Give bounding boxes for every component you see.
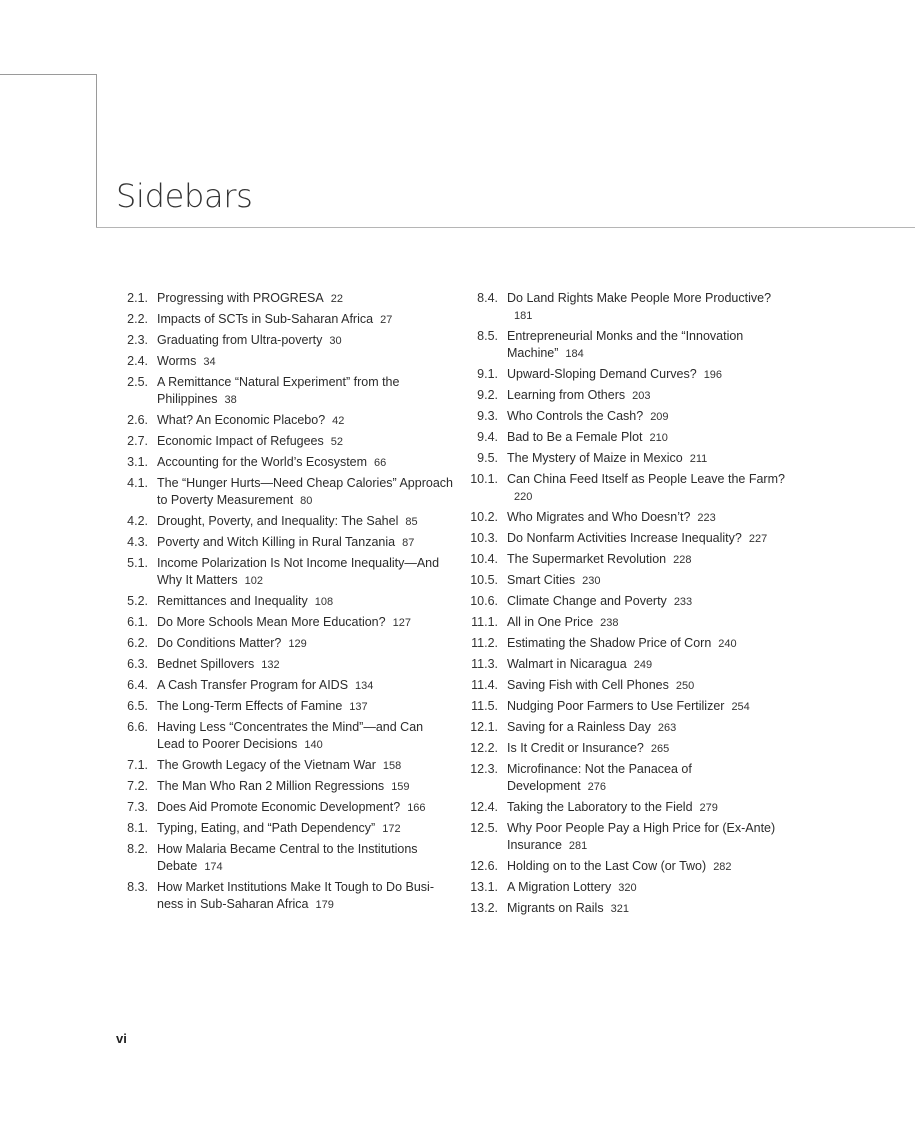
sidebar-entry — [463, 614, 793, 632]
sidebar-page-number: 85 — [405, 516, 418, 528]
title-rule — [96, 227, 915, 228]
sidebar-text — [507, 429, 793, 447]
sidebar-number: 10.4. — [470, 552, 498, 566]
sidebar-title: Microfinance: Not the Panacea of Development — [507, 762, 692, 793]
sidebar-text — [507, 761, 793, 796]
sidebar-entry — [463, 593, 793, 611]
sidebar-number: 10.5. — [470, 573, 498, 587]
sidebar-title: A Remittance “Natural Experiment” from the Philippines — [157, 375, 400, 406]
sidebar-page-number: 38 — [224, 394, 237, 406]
sidebar-page-number: 203 — [632, 390, 651, 402]
sidebar-entry — [463, 820, 793, 855]
sidebar-number: 11.5. — [471, 699, 498, 713]
sidebar-title: What? An Economic Placebo? — [157, 413, 326, 427]
sidebar-text — [507, 858, 793, 876]
sidebar-list-left — [118, 290, 453, 917]
sidebar-number: 6.6. — [127, 720, 148, 734]
sidebar-entry — [463, 858, 793, 876]
sidebar-entry — [118, 534, 453, 552]
sidebar-page-number: 233 — [673, 596, 693, 608]
sidebar-entry — [118, 555, 453, 590]
sidebar-entry — [118, 475, 453, 510]
sidebar-entry — [118, 353, 453, 371]
sidebar-number: 2.5. — [127, 375, 148, 389]
sidebar-entry — [118, 698, 453, 716]
sidebar-page-number: 34 — [203, 356, 216, 368]
sidebar-title: Bad to Be a Female Plot — [507, 430, 643, 444]
sidebar-entry — [463, 551, 793, 569]
sidebar-number: 13.2. — [470, 901, 498, 915]
sidebar-page-number: 276 — [587, 781, 607, 793]
sidebar-number: 7.3. — [127, 800, 148, 814]
sidebar-page-number: 27 — [380, 314, 393, 326]
sidebar-entry — [118, 778, 453, 796]
sidebar-number: 2.6. — [127, 413, 148, 427]
sidebar-number: 12.5. — [470, 821, 498, 835]
sidebar-number: 5.1. — [127, 556, 148, 570]
sidebar-entry — [118, 614, 453, 632]
sidebar-title: Do Land Rights Make People More Productive? — [507, 291, 772, 305]
sidebar-text — [507, 450, 793, 468]
sidebar-entry — [463, 387, 793, 405]
sidebar-number: 11.4. — [471, 678, 498, 692]
sidebar-page-number: 179 — [315, 899, 334, 911]
sidebar-entry — [118, 820, 453, 838]
sidebar-entry — [463, 677, 793, 695]
sidebar-page-number: 134 — [355, 680, 374, 692]
sidebar-entry — [118, 593, 453, 611]
sidebar-entry — [118, 454, 453, 472]
sidebar-page-number: 102 — [244, 575, 263, 587]
sidebar-number: 9.1. — [477, 367, 498, 381]
sidebar-page-number: 42 — [332, 415, 345, 427]
sidebar-entry — [463, 761, 793, 796]
sidebar-page-number: 66 — [374, 457, 387, 469]
sidebar-entry — [463, 799, 793, 817]
sidebar-title: The Long-Term Effects of Famine — [157, 699, 343, 713]
sidebar-number: 9.5. — [477, 451, 498, 465]
sidebar-entry — [118, 757, 453, 775]
sidebar-entry — [463, 408, 793, 426]
sidebar-title: Economic Impact of Refugees — [157, 434, 324, 448]
sidebar-number: 9.3. — [477, 409, 498, 423]
sidebar-page-number: 228 — [673, 554, 692, 566]
sidebar-number: 2.3. — [127, 333, 148, 347]
sidebar-page-number: 158 — [382, 760, 402, 772]
sidebar-list-right — [463, 290, 793, 921]
sidebar-number: 6.2. — [127, 636, 148, 650]
sidebar-text — [157, 879, 453, 914]
sidebar-text — [507, 719, 793, 737]
sidebar-title: Remittances and Inequality — [157, 594, 308, 608]
frame-rule-top — [0, 74, 97, 75]
sidebar-number: 6.5. — [127, 699, 148, 713]
sidebar-text — [157, 841, 453, 876]
sidebar-title: A Migration Lottery — [507, 880, 612, 894]
sidebar-number: 13.1. — [470, 880, 498, 894]
sidebar-title: Bednet Spillovers — [157, 657, 255, 671]
sidebar-number: 8.1. — [127, 821, 148, 835]
sidebar-entry — [118, 635, 453, 653]
sidebar-number: 12.3. — [470, 762, 498, 776]
sidebar-entry — [463, 879, 793, 897]
sidebar-page-number: 127 — [392, 617, 411, 629]
sidebar-number: 11.1. — [471, 615, 498, 629]
sidebar-entry — [463, 698, 793, 716]
sidebar-page-number: 166 — [407, 802, 426, 814]
sidebar-page-number: 230 — [582, 575, 601, 587]
sidebar-entry — [463, 656, 793, 674]
sidebar-entry — [463, 719, 793, 737]
sidebar-page-number: 279 — [699, 802, 718, 814]
sidebar-text — [507, 387, 793, 405]
sidebar-entry — [118, 412, 453, 430]
sidebar-title: All in One Price — [507, 615, 594, 629]
sidebar-number: 9.4. — [477, 430, 498, 444]
sidebar-text — [157, 820, 453, 838]
sidebar-page-number: 281 — [568, 840, 588, 852]
sidebar-text — [507, 677, 793, 695]
sidebar-title: The “Hunger Hurts—Need Cheap Calories” Approach to Poverty Measurement — [157, 476, 453, 507]
sidebar-entry — [463, 572, 793, 590]
sidebar-number: 4.3. — [127, 535, 148, 549]
sidebar-title: Saving Fish with Cell Phones — [507, 678, 669, 692]
sidebar-text — [507, 614, 793, 632]
sidebar-text — [507, 572, 793, 590]
sidebar-text — [157, 698, 453, 716]
sidebar-text — [157, 534, 453, 552]
sidebar-entry — [463, 635, 793, 653]
sidebar-entry — [463, 740, 793, 758]
sidebar-text — [157, 412, 453, 430]
sidebar-text — [157, 433, 453, 451]
sidebar-number: 10.6. — [470, 594, 498, 608]
sidebar-page-number: 227 — [748, 533, 768, 545]
sidebar-page-number: 159 — [391, 781, 410, 793]
sidebar-number: 7.2. — [127, 779, 148, 793]
sidebar-text — [157, 555, 453, 590]
sidebar-page-number: 265 — [650, 743, 670, 755]
sidebar-number: 11.3. — [471, 657, 498, 671]
sidebar-text — [157, 475, 453, 510]
sidebar-title: Smart Cities — [507, 573, 576, 587]
sidebar-page-number: 196 — [703, 369, 723, 381]
sidebar-title: Climate Change and Poverty — [507, 594, 667, 608]
sidebar-text — [507, 879, 793, 897]
sidebar-page-number: 52 — [330, 436, 343, 448]
sidebar-page-number: 220 — [514, 491, 533, 503]
sidebar-entry — [118, 879, 453, 914]
sidebar-text — [507, 820, 793, 855]
sidebar-entry — [118, 290, 453, 308]
sidebar-number: 2.7. — [127, 434, 148, 448]
sidebar-entry — [118, 433, 453, 451]
sidebar-title: Progressing with PROGRESA — [157, 291, 324, 305]
sidebar-page-number: 211 — [689, 453, 708, 465]
sidebar-page-number: 321 — [610, 903, 629, 915]
page-title: Sidebars — [116, 177, 253, 215]
sidebar-entry — [463, 900, 793, 918]
sidebar-number: 11.2. — [471, 636, 498, 650]
sidebar-page-number: 181 — [514, 310, 533, 322]
sidebar-number: 12.4. — [470, 800, 498, 814]
sidebar-text — [507, 471, 793, 506]
sidebar-text — [157, 635, 453, 653]
sidebar-title: Impacts of SCTs in Sub-Saharan Africa — [157, 312, 374, 326]
sidebar-page-number: 22 — [330, 293, 343, 305]
sidebar-page-number: 223 — [697, 512, 716, 524]
sidebar-title: Do Conditions Matter? — [157, 636, 282, 650]
sidebar-page-number: 80 — [300, 495, 313, 507]
sidebar-entry — [118, 374, 453, 409]
sidebar-entry — [463, 530, 793, 548]
sidebar-number: 8.5. — [477, 329, 498, 343]
sidebar-page-number: 250 — [675, 680, 695, 692]
sidebar-number: 10.3. — [470, 531, 498, 545]
sidebar-title: Taking the Laboratory to the Field — [507, 800, 693, 814]
sidebar-title: Estimating the Shadow Price of Corn — [507, 636, 712, 650]
sidebar-entry — [118, 719, 453, 754]
sidebar-entry — [463, 366, 793, 384]
sidebar-number: 5.2. — [127, 594, 148, 608]
sidebar-page-number: 263 — [657, 722, 677, 734]
sidebar-entry — [118, 656, 453, 674]
sidebar-text — [157, 374, 453, 409]
frame-rule-vertical — [96, 74, 97, 228]
sidebar-text — [157, 593, 453, 611]
sidebar-entry — [118, 677, 453, 695]
sidebar-title: Drought, Poverty, and Inequality: The Sahel — [157, 514, 399, 528]
sidebar-text — [157, 311, 453, 329]
sidebar-text — [157, 513, 453, 531]
sidebar-text — [507, 328, 793, 363]
sidebar-text — [157, 656, 453, 674]
sidebar-title: Income Polarization Is Not Income Inequality—And Why It Matters — [157, 556, 440, 587]
sidebar-title: Do More Schools Mean More Education? — [157, 615, 386, 629]
sidebar-title: The Growth Legacy of the Vietnam War — [157, 758, 376, 772]
sidebar-text — [157, 290, 453, 308]
sidebar-title: Walmart in Nicaragua — [507, 657, 627, 671]
sidebar-title: Saving for a Rainless Day — [507, 720, 651, 734]
sidebar-text — [507, 530, 793, 548]
sidebar-page-number: 172 — [382, 823, 401, 835]
sidebar-number: 2.4. — [127, 354, 148, 368]
sidebar-entry — [118, 513, 453, 531]
sidebar-title: Nudging Poor Farmers to Use Fertilizer — [507, 699, 725, 713]
sidebar-title: Worms — [157, 354, 197, 368]
sidebar-text — [507, 509, 793, 527]
sidebar-page-number: 254 — [731, 701, 750, 713]
sidebar-title: The Mystery of Maize in Mexico — [507, 451, 683, 465]
sidebar-page-number: 174 — [204, 861, 223, 873]
sidebar-title: Having Less “Concentrates the Mind”—and Can Lead to Poorer Decisions — [157, 720, 424, 751]
sidebar-text — [507, 740, 793, 758]
sidebar-entry — [118, 311, 453, 329]
sidebar-number: 8.4. — [477, 291, 498, 305]
sidebar-page-number: 210 — [649, 432, 668, 444]
sidebar-title: Can China Feed Itself as People Leave the Farm? — [507, 472, 785, 486]
sidebar-page-number: 320 — [618, 882, 637, 894]
sidebar-page-number: 132 — [261, 659, 280, 671]
sidebar-page-number: 87 — [402, 537, 415, 549]
sidebar-text — [157, 757, 453, 775]
sidebar-entry — [463, 471, 793, 506]
sidebar-text — [507, 408, 793, 426]
sidebar-text — [507, 290, 793, 325]
sidebar-number: 12.6. — [470, 859, 498, 873]
sidebar-text — [507, 698, 793, 716]
sidebar-text — [157, 677, 453, 695]
sidebar-page-number: 184 — [565, 348, 584, 360]
sidebar-number: 12.1. — [470, 720, 498, 734]
sidebar-number: 7.1. — [127, 758, 148, 772]
sidebar-text — [507, 799, 793, 817]
sidebar-page-number: 240 — [718, 638, 737, 650]
sidebar-entry — [463, 328, 793, 363]
sidebar-title: The Supermarket Revolution — [507, 552, 667, 566]
sidebar-title: Learning from Others — [507, 388, 626, 402]
sidebar-title: Is It Credit or Insurance? — [507, 741, 644, 755]
sidebar-text — [157, 332, 453, 350]
sidebar-number: 4.1. — [127, 476, 148, 490]
sidebar-title: Accounting for the World’s Ecosystem — [157, 455, 368, 469]
sidebar-text — [157, 719, 453, 754]
sidebar-entry — [463, 290, 793, 325]
sidebar-text — [157, 614, 453, 632]
sidebar-title: Holding on to the Last Cow (or Two) — [507, 859, 707, 873]
sidebar-page-number: 209 — [650, 411, 669, 423]
sidebar-title: Entrepreneurial Monks and the “Innovation Machine” — [507, 329, 744, 360]
sidebar-page-number: 30 — [329, 335, 342, 347]
sidebar-number: 4.2. — [127, 514, 148, 528]
sidebar-number: 8.3. — [127, 880, 148, 894]
sidebar-entry — [118, 841, 453, 876]
sidebar-text — [507, 635, 793, 653]
sidebar-page-number: 108 — [314, 596, 334, 608]
sidebar-number: 10.2. — [470, 510, 498, 524]
sidebar-title: Migrants on Rails — [507, 901, 604, 915]
sidebar-page-number: 249 — [633, 659, 653, 671]
sidebar-number: 12.2. — [470, 741, 498, 755]
sidebar-entry — [118, 332, 453, 350]
sidebar-entry — [118, 799, 453, 817]
sidebar-number: 6.4. — [127, 678, 148, 692]
sidebar-page-number: 282 — [713, 861, 732, 873]
sidebar-title: How Malaria Became Central to the Institutions Debate — [157, 842, 418, 873]
sidebar-title: How Market Institutions Make It Tough to Do Business in Sub-Saharan Africa — [157, 880, 434, 911]
sidebar-title: Does Aid Promote Economic Development? — [157, 800, 401, 814]
sidebar-number: 2.1. — [127, 291, 148, 305]
sidebar-text — [157, 778, 453, 796]
sidebar-title: Why Poor People Pay a High Price for (Ex-Ante) Insurance — [507, 821, 776, 852]
sidebar-page-number: 140 — [304, 739, 323, 751]
sidebar-page-number: 137 — [349, 701, 368, 713]
sidebar-text — [157, 353, 453, 371]
sidebar-text — [507, 551, 793, 569]
sidebar-number: 3.1. — [127, 455, 148, 469]
sidebar-page-number: 238 — [600, 617, 619, 629]
sidebar-entry — [463, 509, 793, 527]
sidebar-text — [157, 454, 453, 472]
sidebar-number: 10.1. — [470, 472, 498, 486]
sidebar-title: Who Controls the Cash? — [507, 409, 644, 423]
sidebar-title: Upward-Sloping Demand Curves? — [507, 367, 697, 381]
sidebar-number: 9.2. — [477, 388, 498, 402]
sidebar-title: Do Nonfarm Activities Increase Inequality? — [507, 531, 742, 545]
sidebar-title: Typing, Eating, and “Path Dependency” — [157, 821, 376, 835]
sidebar-title: Poverty and Witch Killing in Rural Tanzania — [157, 535, 396, 549]
sidebar-page-number: 129 — [288, 638, 307, 650]
page-folio: vi — [116, 1031, 127, 1046]
sidebar-number: 8.2. — [127, 842, 148, 856]
sidebar-title: Graduating from Ultra-poverty — [157, 333, 323, 347]
sidebar-number: 2.2. — [127, 312, 148, 326]
sidebar-text — [507, 900, 793, 918]
sidebar-title: The Man Who Ran 2 Million Regressions — [157, 779, 385, 793]
sidebar-text — [507, 366, 793, 384]
sidebar-number: 6.1. — [127, 615, 148, 629]
sidebar-entry — [463, 450, 793, 468]
sidebar-title: Who Migrates and Who Doesn’t? — [507, 510, 691, 524]
sidebar-text — [507, 593, 793, 611]
sidebar-entry — [463, 429, 793, 447]
sidebar-number: 6.3. — [127, 657, 148, 671]
sidebar-text — [157, 799, 453, 817]
sidebar-title: A Cash Transfer Program for AIDS — [157, 678, 349, 692]
sidebar-text — [507, 656, 793, 674]
